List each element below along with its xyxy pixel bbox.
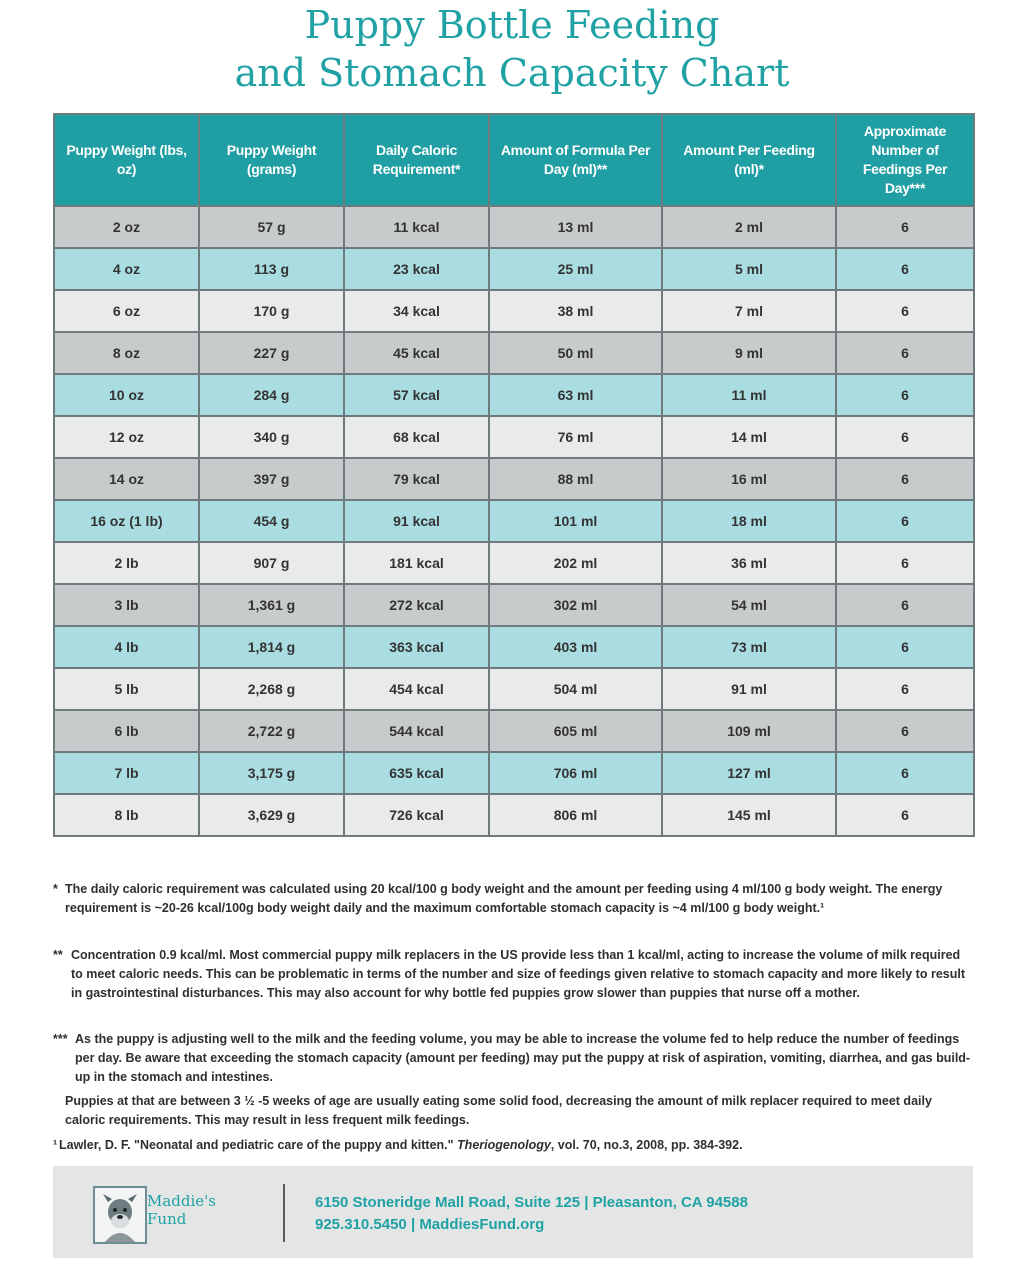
cell-weight-grams: 2,722 g — [199, 710, 344, 752]
cell-amount-per-feeding: 109 ml — [662, 710, 836, 752]
cell-amount-per-feeding: 127 ml — [662, 752, 836, 794]
cell-formula-per-day: 38 ml — [489, 290, 662, 332]
cell-weight-grams: 113 g — [199, 248, 344, 290]
table-row — [54, 248, 974, 290]
cell-feedings-per-day: 6 — [836, 374, 974, 416]
cell-caloric-requirement: 45 kcal — [344, 332, 489, 374]
cell-caloric-requirement: 23 kcal — [344, 248, 489, 290]
footnote-3 — [53, 1030, 973, 1087]
cell-caloric-requirement: 91 kcal — [344, 500, 489, 542]
table-row — [54, 500, 974, 542]
title-line-1: Puppy Bottle Feeding — [304, 3, 720, 47]
table-row — [54, 668, 974, 710]
cell-weight-grams: 2,268 g — [199, 668, 344, 710]
cell-weight-lbs: 7 lb — [54, 752, 199, 794]
cell-formula-per-day: 302 ml — [489, 584, 662, 626]
cell-feedings-per-day: 6 — [836, 248, 974, 290]
cell-weight-lbs: 14 oz — [54, 458, 199, 500]
header-amount-per-feeding: Amount Per Feeding (ml)* — [662, 114, 836, 206]
footnote-2-mark: ** — [53, 948, 63, 962]
cell-caloric-requirement: 68 kcal — [344, 416, 489, 458]
cell-formula-per-day: 25 ml — [489, 248, 662, 290]
table-row — [54, 332, 974, 374]
logo-line-1: Maddie's — [147, 1192, 217, 1210]
cell-feedings-per-day: 6 — [836, 668, 974, 710]
cell-feedings-per-day: 6 — [836, 290, 974, 332]
cell-feedings-per-day: 6 — [836, 710, 974, 752]
contact-info — [315, 1192, 748, 1236]
reference-text — [53, 1136, 973, 1155]
reference-note — [53, 1136, 973, 1155]
cell-weight-grams: 340 g — [199, 416, 344, 458]
cell-amount-per-feeding: 14 ml — [662, 416, 836, 458]
cell-feedings-per-day: 6 — [836, 332, 974, 374]
footnote-3-text: As the puppy is adjusting well to the milk and the feeding volume, you may be able to increase the volume fed to help reduce the number of feedings per day. Be aware that exceeding the stomach capacity (amount per feeding) may put the puppy at risk of aspiration, vomiting, diarrhea, and gas build-up in the stomach and intestines. — [75, 1032, 971, 1084]
cell-feedings-per-day: 6 — [836, 752, 974, 794]
cell-caloric-requirement: 34 kcal — [344, 290, 489, 332]
cell-formula-per-day: 504 ml — [489, 668, 662, 710]
cell-weight-grams: 907 g — [199, 542, 344, 584]
cell-amount-per-feeding: 73 ml — [662, 626, 836, 668]
cell-feedings-per-day: 6 — [836, 416, 974, 458]
table-row — [54, 374, 974, 416]
footnote-1-text: The daily caloric requirement was calculated using 20 kcal/100 g body weight and the amount per feeding using 4 ml/100 g body weight. The energy requirement is ~20-26 kcal/100g body weight daily and the maximum comfortable stomach capacity is ~4 ml/100 g body weight.¹ — [65, 882, 943, 915]
reference-authors-title: Lawler, D. F. "Neonatal and pediatric care of the puppy and kitten." — [59, 1138, 458, 1152]
cell-amount-per-feeding: 54 ml — [662, 584, 836, 626]
cell-formula-per-day: 101 ml — [489, 500, 662, 542]
cell-amount-per-feeding: 7 ml — [662, 290, 836, 332]
cell-caloric-requirement: 57 kcal — [344, 374, 489, 416]
cell-weight-lbs: 2 oz — [54, 206, 199, 248]
cell-formula-per-day: 76 ml — [489, 416, 662, 458]
header-weight-lbs: Puppy Weight (lbs, oz) — [54, 114, 199, 206]
cell-weight-lbs: 16 oz (1 lb) — [54, 500, 199, 542]
phone-web-separator: | — [410, 1216, 416, 1233]
table-row — [54, 206, 974, 248]
cell-amount-per-feeding: 5 ml — [662, 248, 836, 290]
phone-number: 925.310.5450 — [315, 1216, 407, 1233]
cell-feedings-per-day: 6 — [836, 542, 974, 584]
cell-weight-grams: 3,175 g — [199, 752, 344, 794]
cell-weight-grams: 3,629 g — [199, 794, 344, 836]
website-link[interactable]: MaddiesFund.org — [419, 1216, 545, 1233]
cell-formula-per-day: 403 ml — [489, 626, 662, 668]
cell-formula-per-day: 50 ml — [489, 332, 662, 374]
cell-caloric-requirement: 726 kcal — [344, 794, 489, 836]
cell-weight-lbs: 5 lb — [54, 668, 199, 710]
cell-weight-grams: 57 g — [199, 206, 344, 248]
footnote-4-text: Puppies at that are between 3 ½ -5 weeks of age are usually eating some solid food, decreasing the amount of milk replacer required to meet daily caloric requirements. This may result in less frequent milk feedings. — [65, 1094, 932, 1127]
reference-details: , vol. 70, no.3, 2008, pp. 384-392. — [550, 1138, 743, 1152]
footnote-4 — [53, 1092, 973, 1130]
table-row — [54, 458, 974, 500]
cell-formula-per-day: 13 ml — [489, 206, 662, 248]
header-caloric-requirement: Daily Caloric Requirement* — [344, 114, 489, 206]
cell-feedings-per-day: 6 — [836, 500, 974, 542]
cell-weight-lbs: 8 lb — [54, 794, 199, 836]
cell-amount-per-feeding: 2 ml — [662, 206, 836, 248]
maddies-fund-logo-text — [147, 1192, 216, 1228]
cell-weight-grams: 284 g — [199, 374, 344, 416]
logo-line-2: Fund — [147, 1210, 187, 1228]
reference-mark: ¹ — [53, 1138, 58, 1152]
cell-weight-lbs: 6 lb — [54, 710, 199, 752]
cell-weight-grams: 454 g — [199, 500, 344, 542]
cell-caloric-requirement: 11 kcal — [344, 206, 489, 248]
cell-weight-lbs: 8 oz — [54, 332, 199, 374]
title-line-2: and Stomach Capacity Chart — [234, 51, 790, 95]
header-weight-grams: Puppy Weight (grams) — [199, 114, 344, 206]
table-row — [54, 290, 974, 332]
cell-weight-grams: 170 g — [199, 290, 344, 332]
cell-feedings-per-day: 6 — [836, 626, 974, 668]
cell-feedings-per-day: 6 — [836, 794, 974, 836]
dog-portrait-icon — [93, 1186, 147, 1244]
cell-amount-per-feeding: 11 ml — [662, 374, 836, 416]
cell-weight-grams: 227 g — [199, 332, 344, 374]
cell-weight-lbs: 4 oz — [54, 248, 199, 290]
cell-formula-per-day: 706 ml — [489, 752, 662, 794]
footer — [53, 1166, 973, 1258]
cell-weight-grams: 1,814 g — [199, 626, 344, 668]
footnote-1 — [53, 880, 973, 918]
cell-weight-lbs: 4 lb — [54, 626, 199, 668]
cell-formula-per-day: 806 ml — [489, 794, 662, 836]
cell-feedings-per-day: 6 — [836, 458, 974, 500]
phone-web-line — [315, 1214, 748, 1236]
cell-formula-per-day: 605 ml — [489, 710, 662, 752]
footnote-1-mark: * — [53, 882, 58, 896]
cell-caloric-requirement: 363 kcal — [344, 626, 489, 668]
cell-weight-lbs: 12 oz — [54, 416, 199, 458]
cell-caloric-requirement: 79 kcal — [344, 458, 489, 500]
cell-weight-grams: 1,361 g — [199, 584, 344, 626]
table-body — [54, 206, 974, 836]
cell-amount-per-feeding: 16 ml — [662, 458, 836, 500]
cell-caloric-requirement: 272 kcal — [344, 584, 489, 626]
cell-feedings-per-day: 6 — [836, 584, 974, 626]
cell-weight-lbs: 6 oz — [54, 290, 199, 332]
cell-feedings-per-day: 6 — [836, 206, 974, 248]
cell-formula-per-day: 63 ml — [489, 374, 662, 416]
cell-amount-per-feeding: 18 ml — [662, 500, 836, 542]
cell-caloric-requirement: 635 kcal — [344, 752, 489, 794]
cell-formula-per-day: 202 ml — [489, 542, 662, 584]
header-formula-per-day: Amount of Formula Per Day (ml)** — [489, 114, 662, 206]
cell-amount-per-feeding: 145 ml — [662, 794, 836, 836]
reference-journal: Theriogenology — [457, 1138, 551, 1152]
cell-weight-lbs: 2 lb — [54, 542, 199, 584]
footnote-3-mark: *** — [53, 1032, 68, 1046]
table-row — [54, 416, 974, 458]
table-row — [54, 626, 974, 668]
cell-weight-lbs: 10 oz — [54, 374, 199, 416]
table-row — [54, 584, 974, 626]
table-header-row — [54, 114, 974, 206]
footer-divider — [283, 1184, 285, 1242]
footnote-2-text: Concentration 0.9 kcal/ml. Most commercial puppy milk replacers in the US provide less than 1 kcal/ml, acting to increase the volume of milk required to meet caloric needs. This can be problematic in terms of the number and size of feedings given relative to stomach capacity and more likely to result in gastrointestinal disturbances. This may also account for why bottle fed puppies grow slower than puppies that nurse off a mother. — [71, 948, 965, 1000]
cell-amount-per-feeding: 91 ml — [662, 668, 836, 710]
cell-amount-per-feeding: 36 ml — [662, 542, 836, 584]
feeding-chart-table — [53, 113, 975, 837]
cell-weight-grams: 397 g — [199, 458, 344, 500]
cell-amount-per-feeding: 9 ml — [662, 332, 836, 374]
table-row — [54, 542, 974, 584]
table-row — [54, 710, 974, 752]
cell-caloric-requirement: 454 kcal — [344, 668, 489, 710]
table-row — [54, 752, 974, 794]
cell-formula-per-day: 88 ml — [489, 458, 662, 500]
table-row — [54, 794, 974, 836]
header-feedings-per-day: Approximate Number of Feedings Per Day*** — [836, 114, 974, 206]
address-line: 6150 Stoneridge Mall Road, Suite 125 | Pleasanton, CA 94588 — [315, 1194, 748, 1211]
cell-caloric-requirement: 544 kcal — [344, 710, 489, 752]
cell-weight-lbs: 3 lb — [54, 584, 199, 626]
cell-caloric-requirement: 181 kcal — [344, 542, 489, 584]
footnote-2 — [53, 946, 973, 1003]
